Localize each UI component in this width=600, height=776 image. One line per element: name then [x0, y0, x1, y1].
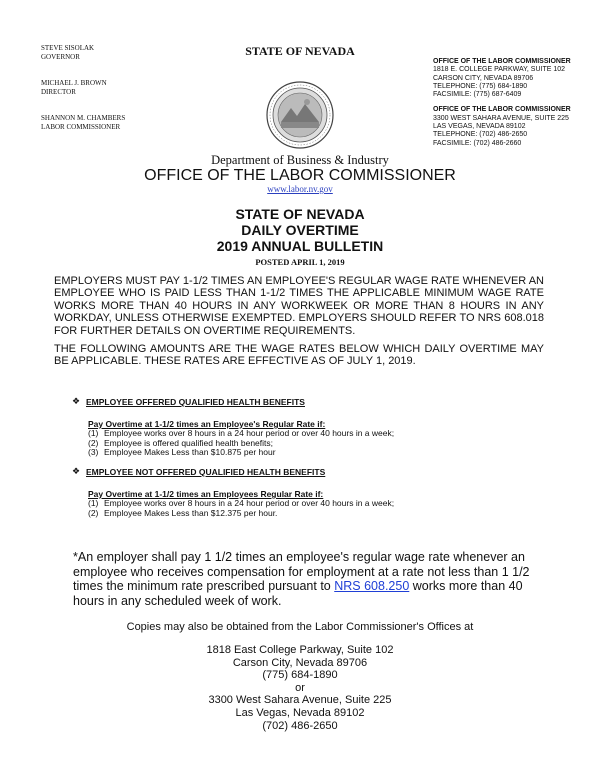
- section-2-subheading: Pay Overtime at 1-1/2 times an Employees Regular Rate if:: [88, 489, 324, 499]
- section-2-list: [88, 499, 394, 518]
- list-item: (2) Employee is offered qualified health benefits;: [88, 437, 274, 448]
- office-addresses: [433, 58, 598, 155]
- footnote-paragraph: *An employer shall pay 1 1/2 times an employee's regular wage rate whenever an employee who receives compensation for employment at a rate not less than 1 1/2 times the minimum rate prescribed pursuant to NRS 608.250 works more than 40 hours in any scheduled week of work.: [73, 550, 530, 608]
- diamond-bullet-icon: ❖: [72, 466, 81, 476]
- office-title: OFFICE OF THE LABOR COMMISSIONER: [144, 167, 456, 184]
- official-labor-commissioner: SHANNON M. CHAMBERS LABOR COMMISSIONER: [41, 114, 126, 131]
- section-2-heading: EMPLOYEE NOT OFFERED QUALIFIED HEALTH BENEFITS: [86, 467, 326, 477]
- official-director: MICHAEL J. BROWN DIRECTOR: [41, 79, 107, 96]
- list-item: (1) Employee works over 8 hours in a 24 hour period or over 40 hours in a week;: [88, 428, 395, 438]
- bulletin-line-3: 2019 ANNUAL BULLETIN: [216, 238, 384, 254]
- list-item: (2) Employee Makes Less than $12.375 per hour.: [88, 507, 278, 518]
- section-1-heading: EMPLOYEE OFFERED QUALIFIED HEALTH BENEFITS: [86, 397, 305, 407]
- department-name: Department of Business & Industry: [211, 153, 389, 167]
- section-1-list: [88, 429, 394, 458]
- rates-paragraph: THE FOLLOWING AMOUNTS ARE THE WAGE RATES BELOW WHICH DAILY OVERTIME MAY BE APPLICABLE. THESE RATES ARE EFFECTIVE AS OF JULY 1, 2019.: [54, 343, 544, 368]
- header-title: STATE OF NEVADA: [245, 44, 355, 58]
- section-1-subheading: Pay Overtime at 1-1/2 times an Employee's Regular Rate if:: [88, 419, 326, 429]
- office-las-vegas: OFFICE OF THE LABOR COMMISSIONER 3300 WEST SAHARA AVENUE, SUITE 225 LAS VEGAS, NEVADA 89102 TELEPHONE: (702) 486-2650 FACSIMILE: (702) 486-2660: [433, 106, 571, 147]
- address-block: 1818 East College Parkway, Suite 102 Carson City, Nevada 89706 (775) 684-1890 or 3300 West Sahara Avenue, Suite 225 Las Vegas, Nevada 89102 (702) 486-2650: [206, 644, 394, 732]
- official-governor: STEVE SISOLAK GOVERNOR: [41, 44, 95, 61]
- posted-date: POSTED APRIL 1, 2019: [255, 257, 345, 267]
- nrs-link[interactable]: NRS 608.250: [334, 579, 410, 594]
- list-item: (3) Employee Makes Less than $10.875 per hour: [88, 447, 276, 458]
- website-link[interactable]: www.labor.nv.gov: [267, 184, 333, 194]
- state-seal-icon: [265, 80, 335, 150]
- copies-text: Copies may also be obtained from the Labor Commissioner's Offices at: [126, 621, 474, 633]
- bulletin-line-2: DAILY OVERTIME: [241, 222, 359, 238]
- office-carson-city: OFFICE OF THE LABOR COMMISSIONER 1818 E. COLLEGE PARKWAY, SUITE 102 CARSON CITY, NEVADA 89706 TELEPHONE: (775) 684-1890 FACSIMILE: (775) 687-6409: [433, 58, 571, 99]
- bulletin-line-1: STATE OF NEVADA: [235, 206, 365, 222]
- officials-list: [41, 44, 191, 149]
- diamond-bullet-icon: ❖: [72, 396, 81, 406]
- intro-paragraph: EMPLOYERS MUST PAY 1-1/2 TIMES AN EMPLOYEE'S REGULAR WAGE RATE WHENEVER AN EMPLOYEE WHO IS PAID LESS THAN 1-1/2 TIMES THE APPLICABLE MINIMUM WAGE RATE WORKS MORE THAN 40 HOURS IN ANY WORKWEEK OR MORE THAN 8 HOURS IN ANY WORKDAY, UNLESS OTHERWISE EXEMPTED. EMPLOYERS SHOULD REFER TO NRS 608.018 FOR FURTHER DETAILS ON OVERTIME REQUIREMENTS.: [54, 275, 544, 337]
- list-item: (1) Employee works over 8 hours in a 24 hour period or over 40 hours in a week;: [88, 498, 395, 508]
